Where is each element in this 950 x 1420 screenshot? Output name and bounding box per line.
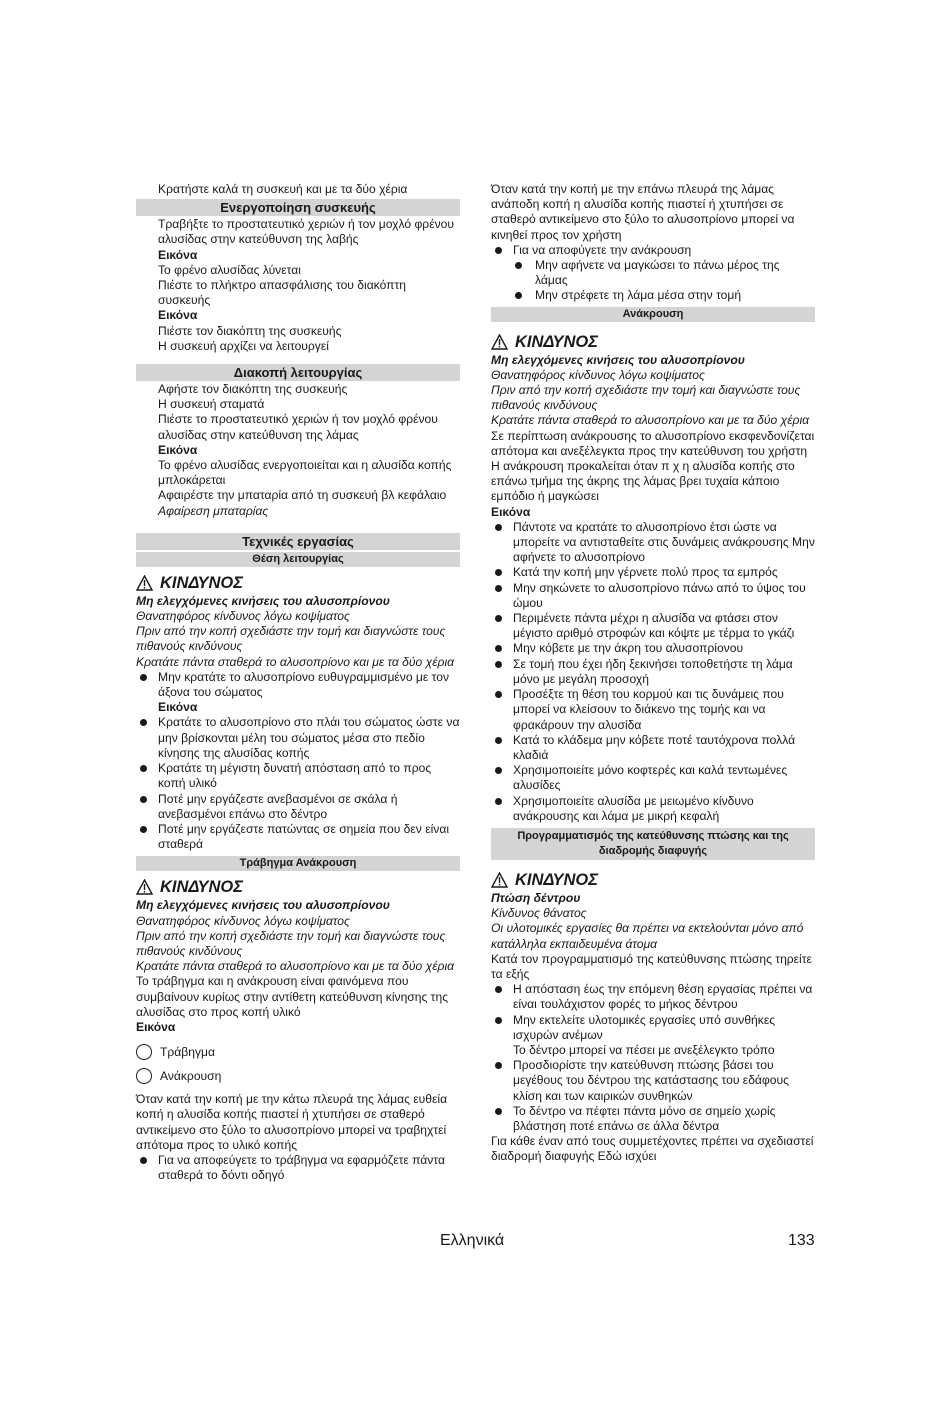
paragraph: Το φρένο αλυσίδας ενεργοποιείται και η αλυσίδα κοπής μπλοκάρεται	[158, 458, 452, 488]
danger-title: Μη ελεγχόμενες κινήσεις του αλυσοπρίονου	[491, 352, 745, 367]
section-heading-techniques: Τεχνικές εργασίας	[136, 533, 460, 550]
list-item: Ποτέ μην εργάζεστε πατώντας σε σημεία που δεν είναι σταθερά	[136, 822, 460, 852]
danger-text: Πριν από την κοπή σχεδιάστε την τομή και διαγνώστε τους πιθανούς κινδύνους	[491, 383, 801, 413]
warning-triangle-icon	[491, 334, 508, 350]
list-item: Κρατάτε τη μέγιστη δυνατή απόσταση από το προς κοπή υλικό	[136, 761, 460, 791]
list-item: Για να αποφύγετε την ανάκρουση	[491, 243, 815, 258]
subsection-heading-position: Θέση λειτουργίας	[136, 552, 460, 567]
sub-list-item: Μην αφήνετε να μαγκώσει το πάνω μέρος της λάμας	[491, 258, 815, 288]
paragraph: Για κάθε έναν από τους συμμετέχοντες πρέπει να σχεδιαστεί διαδρομή διαφυγής Εδώ ισχύει	[491, 1134, 814, 1164]
paragraph: Η ανάκρουση προκαλείται όταν π χ η αλυσίδα κοπής στο επάνω τμήμα της άκρης της λάμας βρει τυχαία κάποιο εμπόδιο ή μαγκώσει	[491, 459, 795, 504]
paragraph: Η συσκευή αρχίζει να λειτουργεί	[158, 338, 329, 353]
list-item: Μην σηκώνετε το αλυσοπρίονο πάνω από το ύψος του ώμου	[491, 581, 815, 611]
danger-heading	[491, 332, 815, 352]
paragraph: Κατά τον προγραμματισμό της κατεύθυνσης πτώσης τηρείτε τα εξής	[491, 951, 812, 981]
list-item: Χρησιμοποιείτε μόνο κοφτερές και καλά τεντωμένες αλυσίδες	[491, 763, 815, 793]
danger-label: ΚΙΝΔΥΝΟΣ	[160, 878, 243, 897]
danger-title: Μη ελεγχόμενες κινήσεις του αλυσοπρίονου	[136, 898, 390, 913]
danger-title: Πτώση δέντρου	[491, 890, 581, 905]
list-item: Κρατάτε το αλυσοπρίονο στο πλάι του σώματος ώστε να μην βρίσκονται μέλη του σώματος μέσα στο πεδίο κίνησης της αλυσίδας κοπής	[136, 715, 460, 761]
list-item: Προσέξτε τη θέση του κορμού και τις δυνάμεις που μπορεί να κλείσουν το διάκενο της τομής και να φρακάρουν την αλυσίδα	[491, 687, 815, 733]
danger-text: Πριν από την κοπή σχεδιάστε την τομή και διαγνώστε τους πιθανούς κινδύνους	[136, 624, 446, 654]
callout-text: Τράβηγμα	[160, 1044, 215, 1059]
danger-text: Θανατηφόρος κίνδυνος λόγω κοψίματος	[491, 367, 705, 382]
list-item: Περιμένετε πάντα μέχρι η αλυσίδα να φτάσει στον μέγιστο αριθμό στροφών και κόψτε με τέρμα το γκάζι	[491, 611, 815, 641]
section-heading-activation: Ενεργοποίηση συσκευής	[136, 199, 460, 216]
list-item	[136, 670, 460, 716]
bullet-list	[491, 520, 815, 824]
list-item: Χρησιμοποιείτε αλυσίδα με μειωμένο κίνδυνο ανάκρουσης και λάμα με μικρή κεφαλή	[491, 794, 815, 824]
bullet-list	[136, 670, 460, 852]
circle-marker-icon	[136, 1068, 152, 1084]
subsection-heading-kickback: Ανάκρουση	[491, 307, 815, 322]
chapter-reference: Αφαίρεση μπαταρίας	[158, 503, 269, 518]
figure-label: Εικόνα	[158, 442, 198, 457]
footer-language: Ελληνικά	[440, 1232, 505, 1249]
list-item: Ποτέ μην εργάζεστε ανεβασμένοι σε σκάλα ή ανεβασμένοι επάνω στο δέντρο	[136, 792, 460, 822]
list-item: Κατά το κλάδεμα μην κόβετε ποτέ ταυτόχρονα πολλά κλαδιά	[491, 733, 815, 763]
list-item-text: Μην εκτελείτε υλοτομικές εργασίες υπό συνθήκες ισχυρών ανέμων	[513, 1012, 776, 1042]
paragraph: Πιέστε το προστατευτικό χεριών ή τον μοχλό φρένου αλυσίδας στην κατεύθυνση της λάμας	[158, 412, 438, 442]
danger-text: Θανατηφόρος κίνδυνος λόγω κοψίματος	[136, 609, 350, 624]
paragraph: Αφήστε τον διακόπτη της συσκευής	[158, 382, 348, 397]
list-item: Προσδιορίστε την κατεύθυνση πτώσης βάσει του μεγέθους του δέντρου της κατάστασης του εδάφους κλίση και των καιρικών συνθηκών	[491, 1058, 815, 1104]
paragraph: Η συσκευή σταματά	[158, 397, 265, 412]
section-heading-shutdown: Διακοπή λειτουργίας	[136, 364, 460, 381]
list-item: Κατά την κοπή μην γέρνετε πολύ προς τα εμπρός	[491, 565, 815, 580]
paragraph: Το φρένο αλυσίδας λύνεται	[158, 262, 301, 277]
danger-heading	[136, 877, 460, 897]
danger-label: ΚΙΝΔΥΝΟΣ	[515, 870, 598, 889]
list-item: Σε τομή που έχει ήδη ξεκινήσει τοποθετήστε τη λάμα μόνο με μεγάλη προσοχή	[491, 657, 815, 687]
figure-label: Εικόνα	[158, 247, 198, 262]
list-item: Η απόσταση έως την επόμενη θέση εργασίας πρέπει να είναι τουλάχιστον φορές το μήκος δέντρου	[491, 982, 815, 1012]
bullet-list	[491, 982, 815, 1134]
subsection-heading-pull-kickback: Τράβηγμα Ανάκρουση	[136, 856, 460, 871]
paragraph: Σε περίπτωση ανάκρουσης το αλυσοπρίονο εκσφενδονίζεται απότομα και ανεξέλεγκτα προς την κατεύθυνση του χρήστη	[491, 428, 815, 458]
danger-text: Κίνδυνος θάνατος	[491, 906, 587, 921]
right-column	[491, 182, 815, 1165]
danger-text: Κρατάτε πάντα σταθερά το αλυσοπρίονο και με τα δύο χέρια	[491, 413, 810, 428]
list-item	[491, 1013, 815, 1059]
list-item-note: Το δέντρο μπορεί να πέσει με ανεξέλεγκτο τρόπο	[513, 1042, 775, 1057]
figure-callout	[136, 1068, 460, 1084]
danger-heading	[491, 870, 815, 890]
paragraph: Πιέστε τον διακόπτη της συσκευής	[158, 323, 342, 338]
danger-label: ΚΙΝΔΥΝΟΣ	[160, 573, 243, 592]
intro-text: Όταν κατά την κοπή με την επάνω πλευρά της λάμας ανάποδη κοπή η αλυσίδα κοπής πιαστεί ή χτυπήσει σε σταθερό αντικείμενο στο ξύλο το αλυσοπρίονο μπορεί να κινηθεί προς τον χρήστη	[491, 182, 795, 242]
list-item: Το δέντρο να πέφτει πάντα μόνο σε σημείο χωρίς βλάστηση ποτέ επάνω σε άλλα δέντρα	[491, 1104, 815, 1134]
danger-text: Πριν από την κοπή σχεδιάστε την τομή και διαγνώστε τους πιθανούς κινδύνους	[136, 928, 446, 958]
intro-text: Κρατήστε καλά τη συσκευή και με τα δύο χέρια	[158, 182, 408, 196]
list-item: Για να αποφεύγετε το τράβηγμα να εφαρμόζετε πάντα σταθερά το δόντι οδηγό	[136, 1153, 460, 1183]
figure-label: Εικόνα	[136, 1019, 176, 1034]
figure-callout	[136, 1044, 460, 1060]
paragraph	[136, 488, 460, 518]
paragraph: Όταν κατά την κοπή με την κάτω πλευρά της λάμας ευθεία κοπή η αλυσίδα κοπής πιαστεί ή χτυπήσει σε σταθερό αντικείμενο στο ξύλο το αλυσοπρίονο μπορεί να τραβηχτεί απότομα προς το υλικό κοπής	[136, 1092, 448, 1152]
danger-text: Θανατηφόρος κίνδυνος λόγω κοψίματος	[136, 913, 350, 928]
paragraph: Το τράβηγμα και η ανάκρουση είναι φαινόμενα που συμβαίνουν κυρίως στην αντίθετη κατεύθυνση κίνησης της αλυσίδας στο προς κοπή υλικό	[136, 974, 449, 1019]
list-item: Μην κόβετε με την άκρη του αλυσοπρίονου	[491, 641, 815, 656]
list-item-text: Μην κρατάτε το αλυσοπρίονο ευθυγραμμισμένο με τον άξονα του σώματος	[158, 669, 450, 700]
danger-text: Οι υλοτομικές εργασίες θα πρέπει να εκτελούνται μόνο από κατάλληλα εκπαιδευμένα άτομα	[491, 921, 804, 951]
figure-label: Εικόνα	[158, 308, 198, 323]
figure-label: Εικόνα	[491, 504, 531, 519]
paragraph: Τραβήξτε το προστατευτικό χεριών ή τον μοχλό φρένου αλυσίδας στην κατεύθυνση της λαβής	[158, 217, 454, 247]
callout-text: Ανάκρουση	[160, 1068, 222, 1083]
figure-label: Εικόνα	[158, 700, 198, 715]
page-number: 133	[788, 1232, 815, 1249]
bullet-list	[136, 1153, 460, 1183]
left-column	[136, 182, 460, 1183]
warning-triangle-icon	[136, 575, 153, 591]
danger-text: Κρατάτε πάντα σταθερά το αλυσοπρίονο και με τα δύο χέρια	[136, 959, 455, 974]
warning-triangle-icon	[491, 872, 508, 888]
subsection-heading-fall-direction: Προγραμματισμός της κατεύθυνσης πτώσης και της διαδρομής διαφυγής	[491, 828, 815, 860]
circle-marker-icon	[136, 1044, 152, 1060]
list-item: Πάντοτε να κρατάτε το αλυσοπρίονο έτσι ώστε να μπορείτε να αντισταθείτε στις δυνάμεις ανάκρουσης Μην αφήνετε το αλυσοπρίονο	[491, 520, 815, 566]
danger-label: ΚΙΝΔΥΝΟΣ	[515, 332, 598, 351]
danger-heading	[136, 573, 460, 593]
warning-triangle-icon	[136, 879, 153, 895]
bullet-list	[491, 243, 815, 304]
danger-title: Μη ελεγχόμενες κινήσεις του αλυσοπρίονου	[136, 593, 390, 608]
paragraph: Πιέστε το πλήκτρο απασφάλισης του διακόπτη συσκευής	[158, 278, 406, 308]
sub-list-item: Μην στρέφετε τη λάμα μέσα στην τομή	[491, 288, 815, 303]
danger-text: Κρατάτε πάντα σταθερά το αλυσοπρίονο και με τα δύο χέρια	[136, 654, 455, 669]
paragraph-text: Αφαιρέστε την μπαταρία από τη συσκευή βλ κεφάλαιο	[158, 488, 447, 503]
